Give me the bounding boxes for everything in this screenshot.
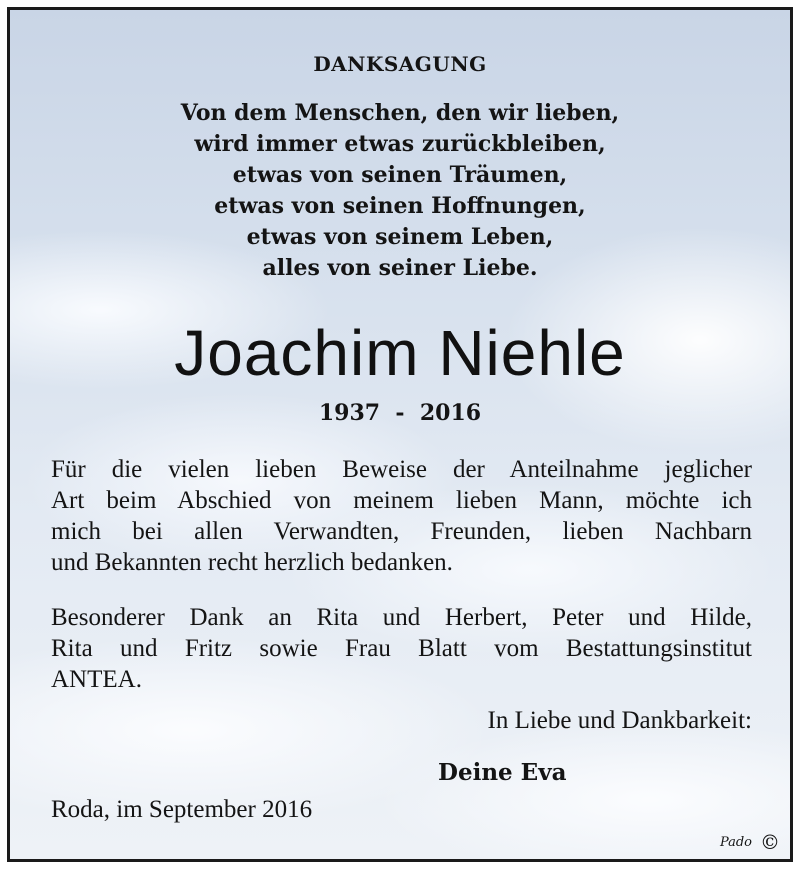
life-years: 1937 - 2016 <box>318 400 482 426</box>
verse-line: etwas von seinem Leben, <box>246 224 554 250</box>
place-date: Roda, im September 2016 <box>51 796 313 823</box>
notice-heading: DANKSAGUNG <box>313 52 487 76</box>
obituary-notice <box>7 7 793 862</box>
verse-line: etwas von seinen Träumen, <box>232 162 568 188</box>
deceased-name: Joachim Niehle <box>174 317 626 389</box>
paragraph-line: Art beim Abschied von meinem lieben Mann, möchte ich <box>51 487 752 514</box>
closing-phrase: In Liebe und Dankbarkeit: <box>487 707 752 734</box>
signature: Deine Eva <box>438 759 567 786</box>
paragraph-line: Besonderer Dank an Rita und Herbert, Peter und Hilde, <box>51 604 752 631</box>
credit-label: Pado <box>719 834 752 850</box>
paragraph-line: ANTEA. <box>51 666 142 693</box>
verse-line: etwas von seinen Hoffnungen, <box>214 193 586 219</box>
memorial-verse <box>10 98 790 284</box>
verse-line: alles von seiner Liebe. <box>262 255 538 281</box>
verse-line: wird immer etwas zurückbleiben, <box>194 131 606 157</box>
thanks-paragraph <box>51 454 752 578</box>
verse-line: Von dem Menschen, den wir lieben, <box>180 100 620 126</box>
designer-credit <box>720 830 780 854</box>
paragraph-line: mich bei allen Verwandten, Freunden, lieben Nachbarn <box>51 518 752 545</box>
paragraph-line: und Bekannten recht herzlich bedanken. <box>51 549 453 576</box>
copyright-icon: © <box>760 830 780 854</box>
special-thanks-paragraph <box>51 602 752 695</box>
paragraph-line: Rita und Fritz sowie Frau Blatt vom Bestattungsinstitut <box>51 635 752 662</box>
paragraph-line: Für die vielen lieben Beweise der Anteilnahme jeglicher <box>51 456 752 483</box>
